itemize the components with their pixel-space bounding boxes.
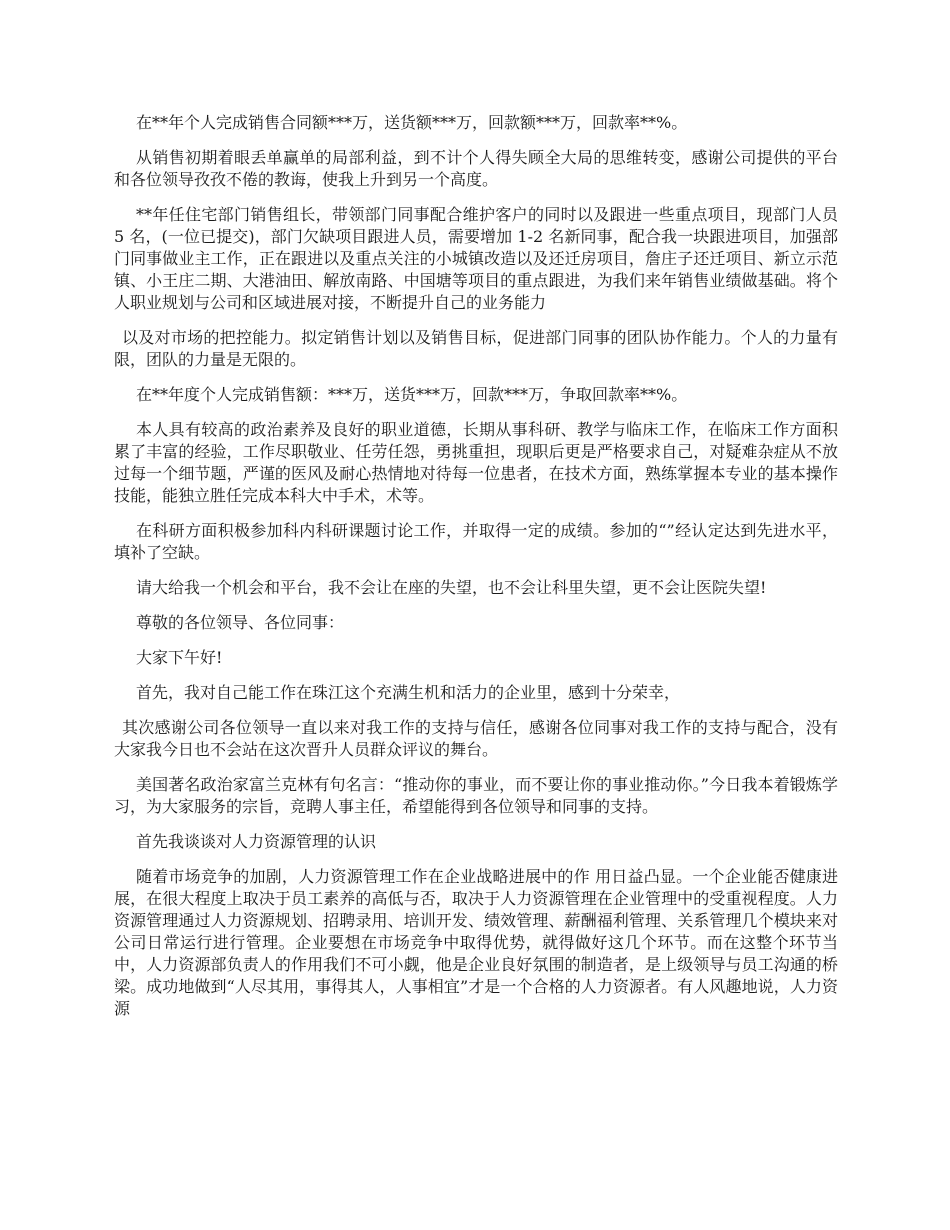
paragraph-salutation: 尊敬的各位领导、各位同事： [136, 613, 345, 632]
paragraph-hr-heading: 首先我谈谈对人力资源管理的认识 [136, 832, 377, 851]
paragraph-research: 在科研方面积极参加科内科研课题讨论工作，并取得一定的成绩。参加的“”经认定达到先进水平，填补了空缺。 [114, 521, 838, 562]
paragraph-greeting: 大家下午好! [136, 648, 223, 667]
paragraph-thanks: 其次感谢公司各位领导一直以来对我工作的支持与信任，感谢各位同事对我工作的支持与配合，没有大家我今日也不会站在这次晋升人员群众评议的舞台。 [114, 718, 838, 759]
document-body [114, 112, 838, 1033]
paragraph-sales-result: 在**年个人完成销售合同额***万，送货额***万，回款额***万，回款率**%。 [136, 113, 688, 132]
paragraph-franklin-quote: 美国著名政治家富兰克林有句名言：“推动你的事业，而不要让你的事业推动你。”今日我本着锻炼学习，为大家服务的宗旨，竞聘人事主任，希望能得到各位领导和同事的支持。 [114, 775, 838, 816]
paragraph-mindset-change: 从销售初期着眼丢单赢单的局部利益，到不计个人得失顾全大局的思维转变，感谢公司提供的平台和各位领导孜孜不倦的教诲，使我上升到另一个高度。 [114, 148, 838, 189]
paragraph-hr-management: 随着市场竞争的加剧，人力资源管理工作在企业战略进展中的作 用日益凸显。一个企业能否健康进展，在很大程度上取决于员工素养的高低与否，取决于人力资源管理在企业管理中的受重视程度。人力资源管理通过人力资源规划、招聘录用、培训开发、绩效管理、薪酬福利管理、关系管理几个模块来对公司日常运行进行管理。企业要想在市场竞争中取得优势，就得做好这几个环节。而在这整个环节当中，人力资源部负责人的作用我们不可小觑，他是企业良好氛围的制造者，是上级领导与员工沟通的桥梁。成功地做到“人尽其用，事得其人，人事相宜”才是一个合格的人力资源者。有人风趣地说，人力资源 [114, 867, 838, 1018]
paragraph-request-opportunity: 请大给我一个机会和平台，我不会让在座的失望，也不会让科里失望，更不会让医院失望! [136, 578, 767, 597]
paragraph-annual-target: 在**年度个人完成销售额：***万，送货***万，回款***万，争取回款率**%。 [136, 385, 688, 404]
paragraph-market-control: 以及对市场的把控能力。拟定销售计划以及销售目标，促进部门同事的团队协作能力。个人的力量有限，团队的力量是无限的。 [114, 328, 838, 369]
paragraph-professional-ethics: 本人具有较高的政治素养及良好的职业道德，长期从事科研、教学与临床工作，在临床工作方面积累了丰富的经验，工作尽职敬业、任劳任怨，勇挑重担，现职后更是严格要求自己，对疑难杂症从不放过每一个细节题，严谨的医风及耐心热情地对待每一位患者，在技术方面，熟练掌握本专业的基本操作技能，能独立胜任完成本科大中手术，术等。 [114, 420, 838, 505]
paragraph-honored: 首先，我对自己能工作在珠江这个充满生机和活力的企业里，感到十分荣幸， [136, 683, 681, 702]
paragraph-team-leader: **年任住宅部门销售组长，带领部门同事配合维护客户的同时以及跟进一些重点项目，现部门人员 5 名，(一位已提交)，部门欠缺项目跟进人员，需要增加 1-2 名新同事，配合我一块跟进项目，加强部门同事做业主工作，正在跟进以及重点关注的小城镇改造以及还迁房项目，詹庄子还迁项目、新立示范镇、小王庄二期、大港油田、解放南路、中国塘等项目的重点跟进，为我们来年销售业绩做基础。将个人职业规划与公司和区域进展对接，不断提升自己的业务能力 [114, 205, 838, 312]
